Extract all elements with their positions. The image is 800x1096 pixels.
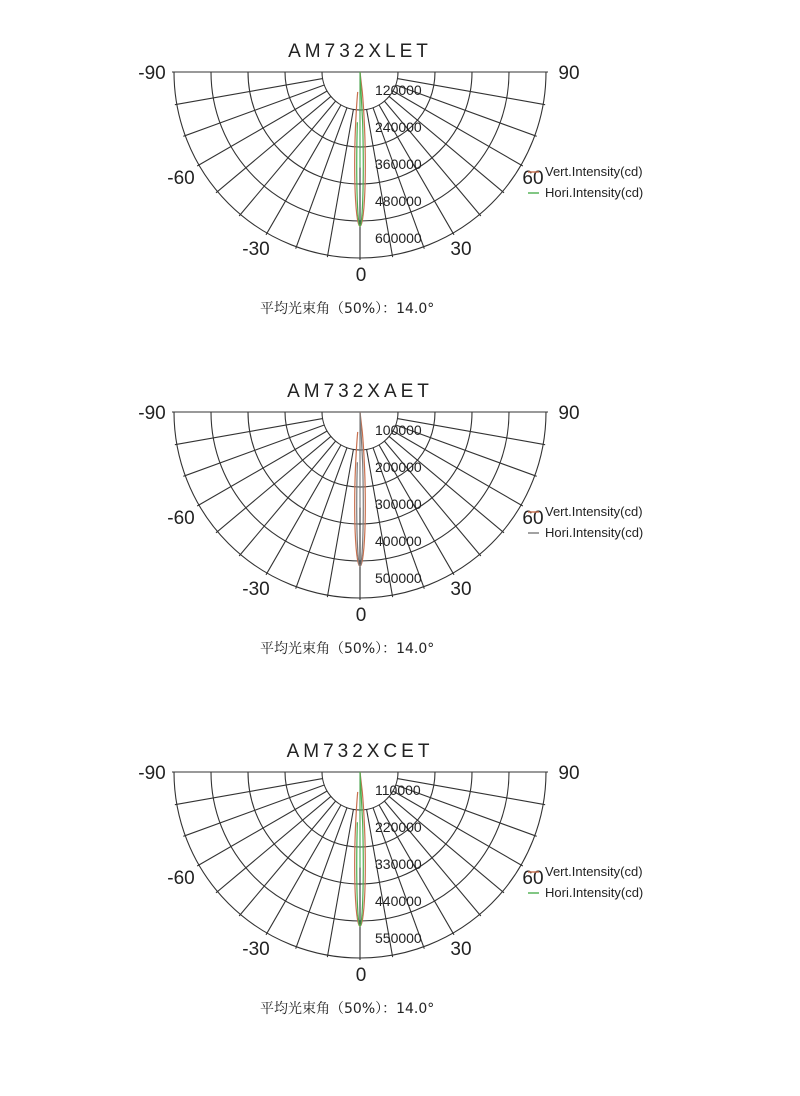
angle-label: -90 <box>138 63 166 84</box>
radial-tick-label: 360000 <box>375 156 422 172</box>
grid-spoke <box>296 808 347 949</box>
chart-title: AM732XLET <box>288 41 432 62</box>
angle-label: 30 <box>450 239 472 260</box>
angle-label: -90 <box>138 763 166 784</box>
angle-label: 0 <box>355 965 367 986</box>
radial-tick-label: 110000 <box>375 782 421 798</box>
angle-label: 90 <box>558 403 580 424</box>
radial-tick-label: 550000 <box>375 930 422 946</box>
radial-tick-label: 220000 <box>375 819 422 835</box>
angle-label: -60 <box>167 508 195 529</box>
grid-spoke <box>183 85 324 136</box>
grid-spoke <box>183 785 324 836</box>
polar-plot <box>0 0 800 340</box>
legend-entry: Hori.Intensity(cd) <box>545 885 644 900</box>
radial-tick-label: 400000 <box>375 533 422 549</box>
chart-title: AM732XCET <box>286 741 434 762</box>
angle-label: -60 <box>167 868 195 889</box>
angle-label: 0 <box>355 605 367 626</box>
legend-entry: Hori.Intensity(cd) <box>545 185 644 200</box>
angle-label: -30 <box>242 239 270 260</box>
legend-entry: Vert.Intensity(cd) <box>545 504 643 519</box>
angle-label: 60 <box>522 508 544 529</box>
legend-entry: Vert.Intensity(cd) <box>545 164 643 179</box>
angle-label: -60 <box>167 168 195 189</box>
angle-label: -30 <box>242 579 270 600</box>
radial-tick-label: 600000 <box>375 230 422 246</box>
angle-label: -30 <box>242 939 270 960</box>
beam-angle-footnote: 平均光束角（50%）：14.0° <box>260 641 435 657</box>
radial-tick-label: 300000 <box>375 496 422 512</box>
radial-tick-label: 100000 <box>375 422 422 438</box>
legend-entry: Hori.Intensity(cd) <box>545 525 644 540</box>
angle-label: 30 <box>450 939 472 960</box>
beam-angle-footnote: 平均光束角（50%）：14.0° <box>260 301 435 317</box>
angle-label: -90 <box>138 403 166 424</box>
polar-chart-2 <box>0 340 800 680</box>
chart-title: AM732XAET <box>287 381 433 402</box>
beam-angle-footnote: 平均光束角（50%）：14.0° <box>260 1001 435 1017</box>
grid-spoke <box>296 448 347 589</box>
radial-tick-label: 330000 <box>375 856 422 872</box>
radial-tick-label: 500000 <box>375 570 422 586</box>
angle-label: 90 <box>558 63 580 84</box>
radial-tick-label: 200000 <box>375 459 422 475</box>
legend-entry: Vert.Intensity(cd) <box>545 864 643 879</box>
radial-tick-label: 240000 <box>375 119 422 135</box>
radial-tick-label: 440000 <box>375 893 422 909</box>
polar-plot <box>0 340 800 680</box>
radial-tick-label: 480000 <box>375 193 422 209</box>
angle-label: 60 <box>522 168 544 189</box>
angle-label: 0 <box>355 265 367 286</box>
grid-spoke <box>183 425 324 476</box>
polar-chart-3 <box>0 700 800 1040</box>
polar-chart-1 <box>0 0 800 340</box>
angle-label: 30 <box>450 579 472 600</box>
grid-spoke <box>296 108 347 249</box>
angle-label: 90 <box>558 763 580 784</box>
polar-plot <box>0 700 800 1040</box>
angle-label: 60 <box>522 868 544 889</box>
radial-tick-label: 120000 <box>375 82 422 98</box>
